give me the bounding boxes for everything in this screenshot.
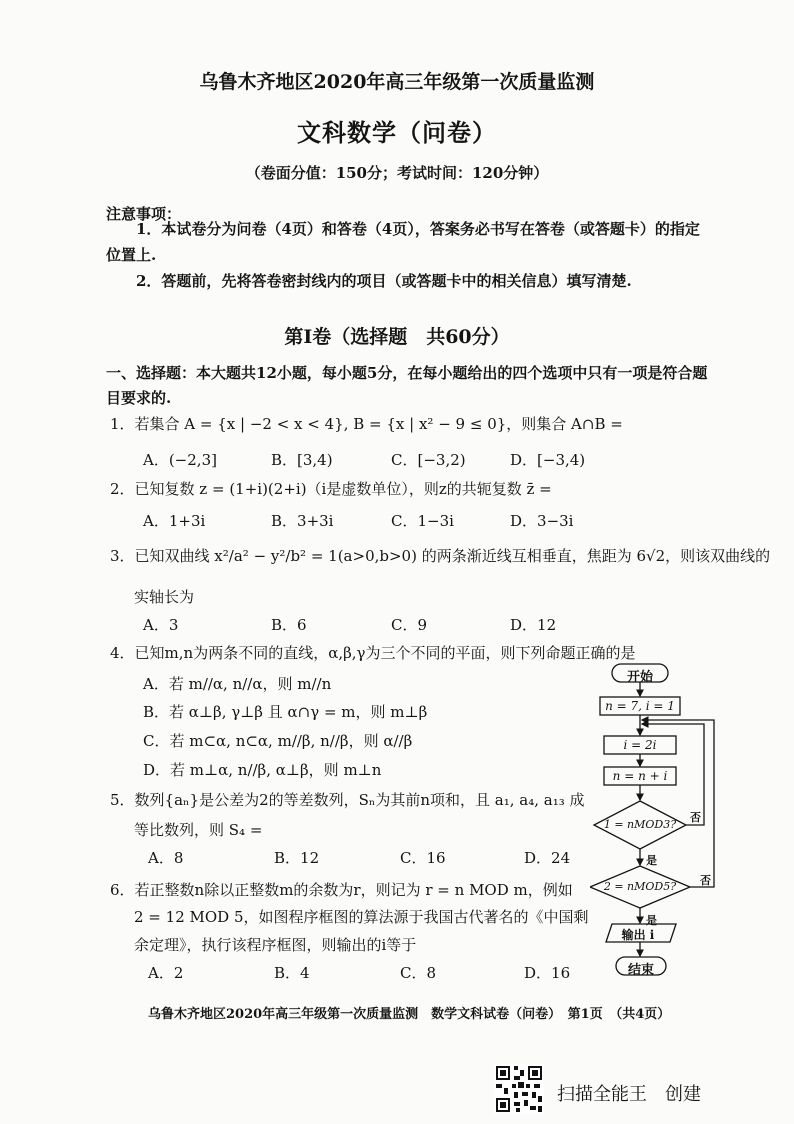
flow-start-label: 开始 [626,670,653,685]
flow-step1-label: i = 2i [623,738,657,752]
question-1-stem: 1．若集合 A = {x | −2 < x < 4}, B = {x | x² − 9 ≤ 0}，则集合 A∩B = [110,415,623,433]
question-3-stem: 3．已知双曲线 x²/a² − y²/b² = 1(a>0,b>0) 的两条渐近线互相垂直，焦距为 6√2，则该双曲线的 [110,547,771,565]
question-3-option-a: A．3 [143,616,179,634]
question-2-option-d: D．3−3i [510,512,574,530]
question-6-stem: 6．若正整数n除以正整数m的余数为r，则记为 r = n MOD m，例如 [110,881,573,899]
question-4-option-b: B．若 α⊥β, γ⊥β 且 α∩γ = m，则 m⊥β [143,703,428,721]
question-5-option-c: C．16 [400,849,446,867]
question-6-stem-cont-2: 余定理》，执行该程序框图，则输出的i等于 [134,936,417,954]
flow-no-label-2: 否 [700,874,711,887]
question-3-option-b: B．6 [271,616,307,634]
question-1-option-b: B．[3,4) [271,451,333,469]
question-6-stem-cont: 2 = 12 MOD 5，如图程序框图的算法源于我国古代著名的《中国剩 [134,908,589,926]
question-4-option-d: D．若 m⊥α, n//β, α⊥β，则 m⊥n [143,761,382,779]
question-2-option-c: C．1−3i [391,512,454,530]
question-5-stem: 5．数列{aₙ}是公差为2的等差数列，Sₙ为其前n项和，且 a₁, a₄, a₁₃ 成 [110,791,585,809]
question-1-option-a: A．(−2,3] [143,451,217,469]
notes-item-1-cont: 位置上. [106,246,157,264]
question-5-option-d: D．24 [524,849,571,867]
question-4-option-a: A．若 m//α, n//α，则 m//n [143,675,332,693]
question-2-option-a: A．1+3i [143,512,206,530]
page-footer: 乌鲁木齐地区2020年高三年级第一次质量监测 数学文科试卷（问卷） 第1页 （共4页） [148,1007,671,1022]
question-6-option-d: D．16 [524,964,571,982]
exam-info: （卷面分值：150分；考试时间：120分钟） [245,164,549,182]
flow-cond1-label: 1 = nMOD3? [603,818,677,831]
qr-code-icon [494,1064,544,1114]
flow-cond2-label: 2 = nMOD5? [603,880,677,893]
question-3-stem-cont: 实轴长为 [134,588,195,606]
section-intro-cont: 目要求的. [106,389,172,407]
flow-yes-label-1: 是 [646,854,657,867]
notes-item-1: 1．本试卷分为问卷（4页）和答卷（4页），答案务必书写在答卷（或答题卡）的指定 [136,220,700,238]
question-2-stem: 2．已知复数 z = (1+i)(2+i)（i是虚数单位），则z的共轭复数 z̄ = [110,480,552,498]
flow-yes-label-2: 是 [646,914,657,927]
question-3-option-c: C．9 [391,616,428,634]
question-4-option-c: C．若 m⊂α, n⊂α, m//β, n//β，则 α//β [143,732,413,750]
flow-output-label: 输出 i [621,928,655,942]
question-2-option-b: B．3+3i [271,512,334,530]
question-6-option-c: C．8 [400,964,437,982]
notes-heading: 注意事项： [106,205,182,223]
question-6-option-b: B．4 [274,964,310,982]
flow-step2-label: n = n + i [612,769,668,783]
scanner-watermark: 扫描全能王 创建 [557,1084,701,1105]
question-5-option-a: A．8 [148,849,184,867]
flow-init-label: n = 7, i = 1 [605,699,675,713]
question-4-stem: 4．已知m,n为两条不同的直线，α,β,γ为三个不同的平面，则下列命题正确的是 [110,644,636,662]
notes-item-2: 2．答题前，先将答卷密封线内的项目（或答题卡中的相关信息）填写清楚. [136,272,632,290]
subject-title: 文科数学（问卷） [297,118,497,147]
flow-no-label-1: 否 [690,811,701,824]
question-3-option-d: D．12 [510,616,557,634]
question-1-option-c: C．[−3,2) [391,451,466,469]
question-5-stem-cont: 等比数列，则 S₄ = [134,821,263,839]
section-intro: 一、选择题：本大题共12小题，每小题5分，在每小题给出的四个选项中只有一项是符合题 [106,364,708,382]
section-title: 第Ⅰ卷（选择题 共60分） [284,326,510,348]
page-title: 乌鲁木齐地区2020年高三年级第一次质量监测 [199,71,595,93]
question-5-option-b: B．12 [274,849,320,867]
flow-end-label: 结束 [627,963,654,978]
question-1-option-d: D．[−3,4) [510,451,586,469]
question-6-option-a: A．2 [148,964,184,982]
